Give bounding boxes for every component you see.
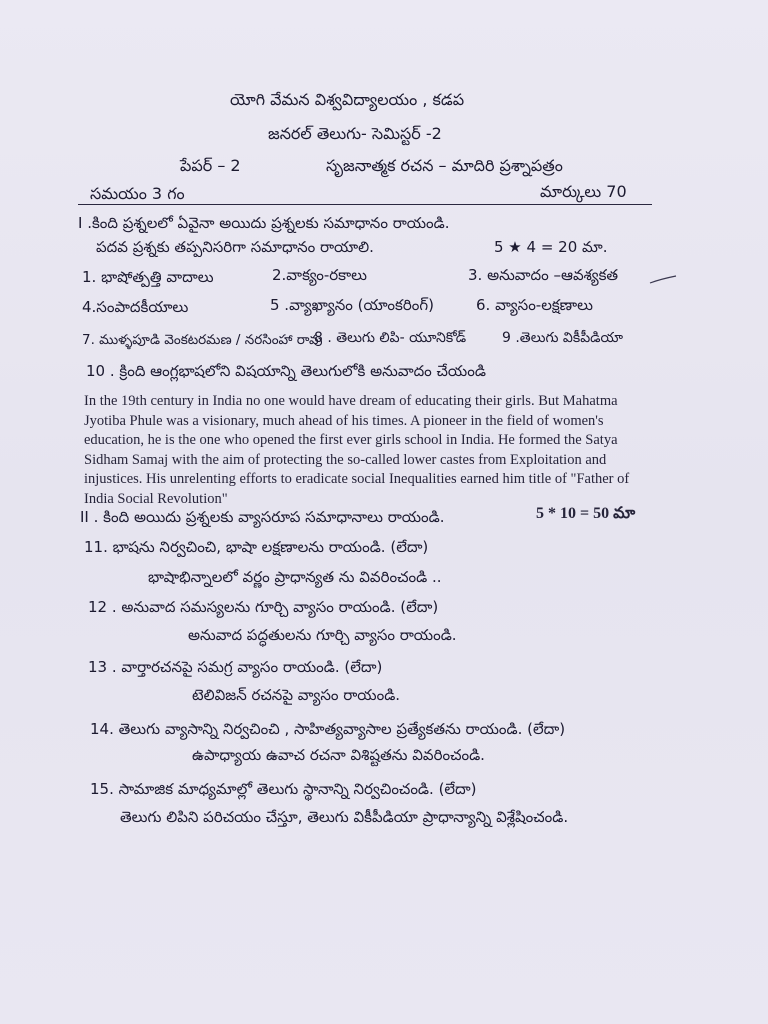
question-item-1: 1. భాషోత్పత్తి వాదాలు: [82, 268, 214, 286]
translation-passage: [84, 392, 674, 509]
passage-line: Sidham Samaj with the aim of protecting the so-called lower castes from Exploitation and: [84, 451, 607, 468]
question-item-6: 6. వ్యాసం-లక్షణాలు: [476, 296, 593, 314]
question-12-alternative: అనువాద పద్ధతులను గూర్చి వ్యాసం రాయండి.: [188, 626, 457, 644]
section1-heading: I .కింది ప్రశ్నలలో ఏవైనా అయిదు ప్రశ్నలకు సమాధానం రాయండి.: [78, 214, 450, 232]
question-15: 15. సామాజిక మాధ్యమాల్లో తెలుగు స్థానాన్ని నిర్వచించండి. (లేదా): [90, 780, 477, 798]
question-item-9: 9 .తెలుగు వికీపీడియా: [502, 330, 623, 346]
course-title: జనరల్ తెలుగు- సెమిస్టర్ -2: [268, 124, 442, 143]
question-item-3: 3. అనువాదం –ఆవశ్యకత: [468, 266, 619, 284]
exam-duration: సమయం 3 గం: [90, 184, 185, 203]
section2-marks: 5 * 10 = 50 మా: [536, 505, 636, 522]
section2-heading: II . కింది అయిదు ప్రశ్నలకు వ్యాసరూప సమాధానాలు రాయండి.: [80, 508, 445, 526]
paper-title: సృజనాత్మక రచన – మాదిరి ప్రశ్నాపత్రం: [326, 156, 563, 175]
passage-line: injustices. His unrelenting efforts to eradicate social Inequalities earned him title of "Father of: [84, 471, 630, 487]
total-marks: మార్కులు 70: [540, 182, 627, 201]
question-11: 11. భాషను నిర్వచించి, భాషా లక్షణాలను రాయండి. (లేదా): [84, 538, 429, 556]
passage-line: Jyotiba Phule was a visionary, much ahead of his times. A pioneer in the field of women's: [84, 412, 604, 429]
question-12: 12 . అనువాద సమస్యలను గూర్చి వ్యాసం రాయండి. (లేదా): [88, 598, 439, 616]
university-name: యోగి వేమన విశ్వవిద్యాలయం , కడప: [230, 90, 465, 109]
question-15-alternative: తెలుగు లిపిని పరిచయం చేస్తూ, తెలుగు వికీపీడియా ప్రాధాన్యాన్ని విశ్లేషించండి.: [120, 808, 569, 826]
pen-mark: [648, 274, 678, 286]
question-14-alternative: ఉపాధ్యాయ ఉవాచ రచనా విశిష్టతను వివరించండి.: [192, 746, 485, 764]
passage-line: education, he is the one who opened the first ever girls school in India. He formed the Satya: [84, 432, 618, 448]
section1-subheading: పదవ ప్రశ్నకు తప్పనిసరిగా సమాధానం రాయాలి.: [96, 238, 374, 256]
question-item-4: 4.సంపాదకీయాలు: [82, 298, 189, 316]
question-13-alternative: టెలివిజన్ రచనపై వ్యాసం రాయండి.: [192, 686, 401, 704]
question-item-7: 7. ముళ్ళపూడి వెంకటరమణ / నరసింహా రావు: [82, 332, 323, 348]
passage-line: In the 19th century in India no one would have dream of educating their girls. But Mahatma: [84, 393, 618, 409]
section1-marks: 5 ★ 4 = 20 మా.: [494, 238, 608, 256]
header-divider: [78, 204, 652, 205]
question-item-2: 2.వాక్యం-రకాలు: [272, 266, 367, 284]
question-11-alternative: భాషాభిన్నాలలో వర్ణం ప్రాధాన్యత ను వివరించండి ..: [148, 568, 442, 586]
question-14: 14. తెలుగు వ్యాసాన్ని నిర్వచించి , సాహిత్యవ్యాసాల ప్రత్యేకతను రాయండి. (లేదా): [90, 720, 566, 738]
question-10-instruction: 10 . క్రింది ఆంగ్లభాషలోని విషయాన్ని తెలుగులోకి అనువాదం చేయండి: [86, 362, 486, 380]
question-item-5: 5 .వ్యాఖ్యానం (యాంకరింగ్): [270, 296, 434, 314]
question-13: 13 . వార్తారచనపై సమగ్ర వ్యాసం రాయండి. (లేదా): [88, 658, 383, 676]
passage-line: India Social Revolution": [84, 490, 228, 507]
paper-number: పేపర్ – 2: [180, 156, 241, 175]
question-item-8: 8 . తెలుగు లిపి- యూనికోడ్: [314, 330, 467, 346]
